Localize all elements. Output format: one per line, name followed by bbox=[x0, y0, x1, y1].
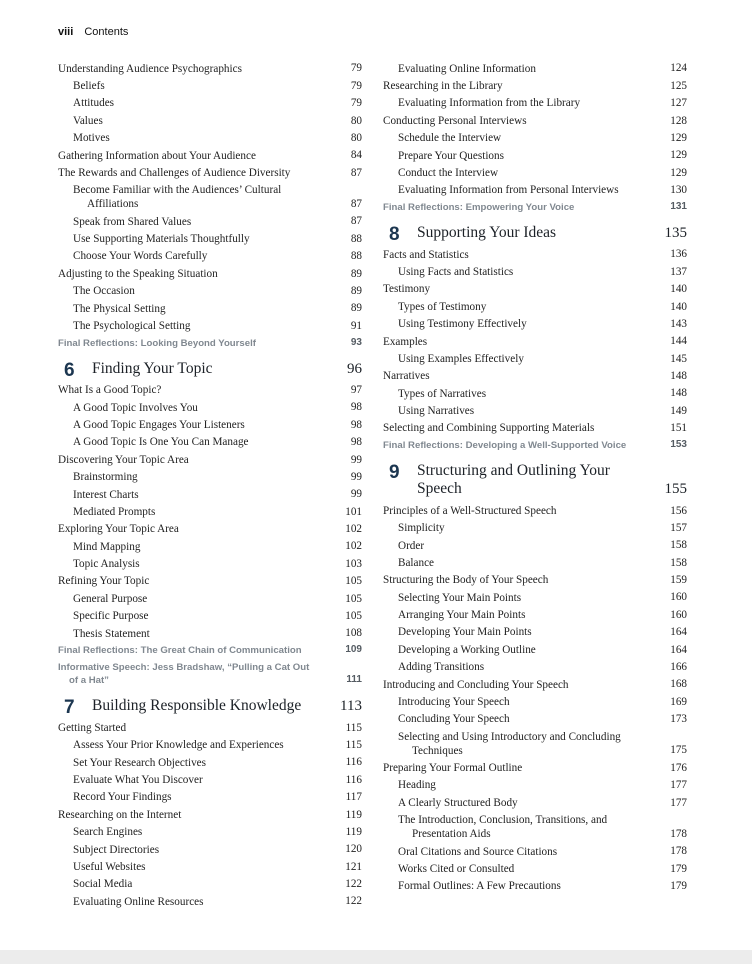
toc-subsection-entry[interactable] bbox=[383, 316, 687, 333]
toc-entry-title: Simplicity bbox=[398, 522, 445, 535]
toc-subsection-entry[interactable] bbox=[58, 283, 362, 300]
toc-entry-page: 166 bbox=[670, 660, 687, 673]
toc-entry-page: 175 bbox=[670, 744, 687, 757]
toc-entry-page: 102 bbox=[345, 523, 362, 535]
chapter-heading[interactable] bbox=[58, 697, 362, 719]
toc-entry-title: Concluding Your Speech bbox=[398, 713, 510, 726]
toc-entry-title: Specific Purpose bbox=[73, 610, 149, 623]
toc-subsection-entry[interactable] bbox=[383, 777, 687, 794]
toc-entry-page: 143 bbox=[670, 317, 687, 330]
toc-feature-entry[interactable] bbox=[383, 199, 687, 216]
toc-entry-page: 108 bbox=[345, 627, 362, 640]
toc-entry-title: Evaluating Online Information bbox=[398, 62, 536, 75]
toc-feature-entry[interactable] bbox=[58, 335, 362, 352]
toc-subsection-entry[interactable] bbox=[58, 317, 362, 334]
toc-feature-entry[interactable] bbox=[383, 437, 687, 454]
toc-entry-title: Evaluating Information from the Library bbox=[398, 97, 581, 110]
toc-entry-title: Types of Narratives bbox=[398, 387, 487, 400]
toc-entry-title: Using Testimony Effectively bbox=[398, 318, 527, 331]
toc-feature-title: Final Reflections: The Great Chain of Communication bbox=[58, 645, 302, 657]
toc-entry-title: Evaluating Information from Personal Interviews bbox=[398, 184, 619, 197]
toc-entry-page: 98 bbox=[350, 401, 362, 414]
toc-section-entry[interactable] bbox=[58, 719, 362, 736]
toc-entry-page: 158 bbox=[670, 539, 687, 552]
toc-subsection-entry[interactable] bbox=[383, 728, 687, 759]
toc-subsection-entry[interactable] bbox=[383, 641, 687, 658]
toc-entry-page: 80 bbox=[350, 114, 362, 127]
chapter-page: 155 bbox=[664, 481, 687, 498]
chapter-title: Building Responsible Knowledge bbox=[92, 697, 302, 715]
toc-section-entry[interactable] bbox=[383, 368, 687, 385]
toc-entry-page: 79 bbox=[350, 62, 362, 75]
chapter-title: Structuring and Outlining Your Speech bbox=[417, 462, 610, 498]
toc-entry-page: 87 bbox=[350, 215, 362, 228]
toc-entry-title: The Physical Setting bbox=[73, 302, 166, 315]
toc-subsection-entry[interactable] bbox=[58, 77, 362, 94]
toc-entry-title: Attitudes bbox=[73, 97, 115, 110]
toc-subsection-entry[interactable] bbox=[58, 555, 362, 572]
toc-feature-page: 109 bbox=[345, 644, 362, 656]
toc-entry-title: Conduct the Interview bbox=[398, 166, 499, 179]
toc-entry-page: 99 bbox=[350, 488, 362, 501]
toc-entry-title: The Introduction, Conclusion, Transitions, and Presentation Aids bbox=[398, 814, 608, 841]
toc-entry-page: 119 bbox=[345, 825, 362, 838]
toc-entry-page: 116 bbox=[345, 773, 362, 786]
toc-subsection-entry[interactable] bbox=[383, 659, 687, 676]
toc-feature-entry[interactable] bbox=[58, 642, 362, 659]
toc-section-entry[interactable] bbox=[58, 164, 362, 181]
toc-entry-page: 122 bbox=[345, 895, 362, 908]
toc-entry-page: 164 bbox=[670, 626, 687, 639]
toc-entry-page: 158 bbox=[670, 556, 687, 569]
toc-entry-page: 129 bbox=[670, 166, 687, 179]
toc-entry-page: 149 bbox=[670, 404, 687, 417]
toc-feature-page: 93 bbox=[350, 336, 362, 348]
toc-entry-title: What Is a Good Topic? bbox=[58, 384, 162, 397]
toc-entry-title: Selecting and Using Introductory and Concluding Techniques bbox=[398, 730, 621, 757]
toc-entry-title: The Psychological Setting bbox=[73, 319, 191, 332]
chapter-number: 6 bbox=[64, 359, 75, 381]
toc-entry-page: 105 bbox=[345, 609, 362, 622]
toc-entry-page: 105 bbox=[345, 592, 362, 605]
toc-subsection-entry[interactable] bbox=[58, 608, 362, 625]
toc-section-entry[interactable] bbox=[58, 521, 362, 538]
toc-entry-page: 99 bbox=[350, 470, 362, 483]
toc-entry-page: 79 bbox=[350, 97, 362, 110]
toc-subsection-entry[interactable] bbox=[383, 812, 687, 843]
toc-subsection-entry[interactable] bbox=[58, 416, 362, 433]
toc-entry-title: Subject Directories bbox=[73, 843, 160, 856]
toc-entry-page: 105 bbox=[345, 575, 362, 588]
toc-entry-title: Set Your Research Objectives bbox=[73, 756, 206, 769]
toc-entry-page: 159 bbox=[670, 574, 687, 586]
chapter-heading[interactable] bbox=[383, 462, 687, 498]
toc-entry-title: Assess Your Prior Knowledge and Experiences bbox=[73, 739, 284, 752]
toc-entry-page: 121 bbox=[345, 860, 362, 873]
toc-entry-page: 127 bbox=[670, 97, 687, 110]
toc-subsection-entry[interactable] bbox=[58, 182, 362, 213]
toc-section-entry[interactable] bbox=[383, 333, 687, 350]
toc-entry-title: Selecting and Combining Supporting Materials bbox=[383, 422, 595, 435]
toc-entry-page: 117 bbox=[345, 791, 362, 804]
toc-entry-title: Topic Analysis bbox=[73, 558, 140, 571]
toc-subsection-entry[interactable] bbox=[383, 263, 687, 280]
toc-subsection-entry[interactable] bbox=[58, 858, 362, 875]
toc-subsection-entry[interactable] bbox=[58, 737, 362, 754]
toc-entry-page: 164 bbox=[670, 643, 687, 656]
toc-subsection-entry[interactable] bbox=[383, 554, 687, 571]
toc-entry-title: Beliefs bbox=[73, 80, 105, 93]
chapter-number: 8 bbox=[389, 224, 400, 245]
toc-entry-title: Using Facts and Statistics bbox=[398, 266, 514, 279]
toc-entry-page: 160 bbox=[670, 591, 687, 604]
toc-section-entry[interactable] bbox=[58, 382, 362, 399]
toc-entry-page: 79 bbox=[350, 79, 362, 92]
toc-entry-title: Testimony bbox=[383, 283, 431, 296]
toc-entry-title: Works Cited or Consulted bbox=[398, 862, 515, 875]
toc-entry-page: 168 bbox=[670, 678, 687, 691]
toc-entry-page: 136 bbox=[670, 248, 687, 261]
toc-entry-page: 98 bbox=[350, 436, 362, 449]
toc-entry-title: Researching in the Library bbox=[383, 80, 503, 93]
toc-entry-page: 140 bbox=[670, 283, 687, 296]
toc-entry-title: A Clearly Structured Body bbox=[398, 796, 518, 809]
toc-entry-title: Understanding Audience Psychographics bbox=[58, 62, 242, 75]
toc-entry-page: 129 bbox=[670, 131, 687, 144]
chapter-title: Supporting Your Ideas bbox=[417, 224, 557, 241]
toc-entry-title: Adding Transitions bbox=[398, 661, 485, 674]
toc-entry-title: Schedule the Interview bbox=[398, 132, 502, 145]
toc-entry-page: 177 bbox=[670, 779, 687, 792]
toc-subsection-entry[interactable] bbox=[58, 876, 362, 893]
toc-section-entry[interactable] bbox=[383, 572, 687, 589]
toc-entry-title: Use Supporting Materials Thoughtfully bbox=[73, 233, 250, 246]
toc-entry-title: Preparing Your Formal Outline bbox=[383, 762, 523, 775]
toc-entry-title: Arranging Your Main Points bbox=[398, 609, 526, 622]
toc-entry-title: Formal Outlines: A Few Precautions bbox=[398, 880, 561, 893]
toc-subsection-entry[interactable] bbox=[383, 624, 687, 641]
chapter-page: 113 bbox=[340, 698, 362, 715]
toc-entry-title: Order bbox=[398, 539, 425, 552]
toc-subsection-entry[interactable] bbox=[58, 248, 362, 265]
toc-feature-title: Final Reflections: Empowering Your Voice bbox=[383, 202, 575, 213]
toc-entry-title: Search Engines bbox=[73, 826, 143, 839]
toc-subsection-entry[interactable] bbox=[383, 537, 687, 554]
toc-subsection-entry[interactable] bbox=[383, 606, 687, 623]
toc-entry-title: Using Narratives bbox=[398, 405, 475, 418]
toc-entry-page: 84 bbox=[350, 149, 362, 162]
toc-entry-title: Refining Your Topic bbox=[58, 575, 150, 588]
toc-entry-page: 89 bbox=[350, 267, 362, 280]
toc-feature-page: 111 bbox=[346, 674, 362, 686]
toc-subsection-entry[interactable] bbox=[58, 230, 362, 247]
toc-entry-title: Oral Citations and Source Citations bbox=[398, 845, 558, 858]
toc-subsection-entry[interactable] bbox=[383, 402, 687, 419]
toc-subsection-entry[interactable] bbox=[383, 693, 687, 710]
toc-entry-title: Motives bbox=[73, 132, 110, 145]
toc-entry-page: 145 bbox=[670, 352, 687, 365]
toc-entry-page: 157 bbox=[670, 521, 687, 534]
toc-feature-page: 131 bbox=[670, 201, 687, 212]
toc-subsection-entry[interactable] bbox=[58, 130, 362, 147]
toc-entry-page: 176 bbox=[670, 761, 687, 774]
toc-subsection-entry[interactable] bbox=[383, 147, 687, 164]
toc-entry-page: 177 bbox=[670, 796, 687, 809]
toc-entry-page: 98 bbox=[350, 418, 362, 431]
chapter-number: 9 bbox=[389, 462, 400, 484]
toc-entry-page: 156 bbox=[670, 504, 687, 517]
toc-entry-title: Interest Charts bbox=[73, 488, 139, 501]
chapter-heading[interactable] bbox=[58, 359, 362, 381]
toc-entry-page: 125 bbox=[670, 79, 687, 92]
toc-subsection-entry[interactable] bbox=[58, 538, 362, 555]
toc-subsection-entry[interactable] bbox=[383, 298, 687, 315]
toc-entry-page: 89 bbox=[350, 284, 362, 297]
toc-entry-page: 148 bbox=[670, 370, 687, 382]
toc-entry-page: 124 bbox=[670, 62, 687, 75]
toc-subsection-entry[interactable] bbox=[383, 520, 687, 537]
toc-section-entry[interactable] bbox=[383, 246, 687, 263]
toc-entry-title: General Purpose bbox=[73, 592, 148, 605]
toc-entry-page: 137 bbox=[670, 265, 687, 278]
toc-subsection-entry[interactable] bbox=[383, 385, 687, 402]
toc-feature-entry[interactable] bbox=[58, 659, 362, 689]
toc-entry-page: 178 bbox=[670, 827, 687, 840]
toc-section-entry[interactable] bbox=[383, 281, 687, 298]
toc-subsection-entry[interactable] bbox=[383, 860, 687, 877]
toc-entry-page: 80 bbox=[350, 131, 362, 144]
toc-entry-page: 116 bbox=[345, 756, 362, 769]
toc-entry-page: 128 bbox=[670, 114, 687, 127]
toc-entry-page: 140 bbox=[670, 300, 687, 313]
toc-entry-page: 115 bbox=[345, 739, 362, 751]
toc-entry-title: Examples bbox=[383, 335, 428, 348]
toc-entry-title: Principles of a Well-Structured Speech bbox=[383, 504, 557, 517]
toc-subsection-entry[interactable] bbox=[58, 789, 362, 806]
toc-entry-page: 144 bbox=[670, 335, 687, 348]
chapter-number: 7 bbox=[64, 697, 75, 719]
toc-section-entry[interactable] bbox=[383, 759, 687, 776]
section-title: Contents bbox=[84, 26, 129, 38]
toc-entry-title: Evaluate What You Discover bbox=[73, 774, 203, 787]
toc-entry-title: Speak from Shared Values bbox=[73, 215, 192, 228]
toc-section-entry[interactable] bbox=[58, 265, 362, 282]
toc-entry-title: Getting Started bbox=[58, 721, 127, 734]
page-bottom-band bbox=[0, 950, 752, 964]
toc-entry-page: 103 bbox=[345, 557, 362, 570]
toc-entry-page: 88 bbox=[350, 232, 362, 245]
toc-feature-title: Final Reflections: Looking Beyond Yourself bbox=[58, 337, 256, 349]
toc-entry-title: A Good Topic Involves You bbox=[73, 401, 198, 414]
toc-entry-title: Social Media bbox=[73, 878, 133, 891]
toc-subsection-entry[interactable] bbox=[58, 893, 362, 910]
toc-subsection-entry[interactable] bbox=[58, 469, 362, 486]
toc-entry-title: Thesis Statement bbox=[73, 627, 150, 640]
toc-right-column bbox=[383, 60, 687, 895]
toc-subsection-entry[interactable] bbox=[58, 95, 362, 112]
chapter-page: 135 bbox=[664, 225, 687, 241]
toc-subsection-entry[interactable] bbox=[383, 182, 687, 199]
toc-entry-page: 130 bbox=[670, 184, 687, 196]
toc-entry-page: 173 bbox=[670, 713, 687, 725]
toc-entry-page: 102 bbox=[345, 540, 362, 553]
toc-subsection-entry[interactable] bbox=[58, 590, 362, 607]
toc-subsection-entry[interactable] bbox=[58, 300, 362, 317]
toc-section-entry[interactable] bbox=[58, 147, 362, 164]
toc-entry-title: Conducting Personal Interviews bbox=[383, 114, 527, 127]
toc-section-entry[interactable] bbox=[383, 676, 687, 693]
toc-entry-page: 88 bbox=[350, 250, 362, 263]
toc-subsection-entry[interactable] bbox=[383, 130, 687, 147]
toc-entry-page: 169 bbox=[670, 695, 687, 708]
toc-entry-title: Discovering Your Topic Area bbox=[58, 453, 189, 466]
toc-entry-title: Researching on the Internet bbox=[58, 808, 182, 821]
toc-entry-title: Mediated Prompts bbox=[73, 505, 156, 518]
toc-entry-title: Using Examples Effectively bbox=[398, 352, 524, 365]
toc-section-entry[interactable] bbox=[58, 60, 362, 77]
toc-entry-title: Facts and Statistics bbox=[383, 248, 469, 261]
toc-subsection-entry[interactable] bbox=[383, 350, 687, 367]
toc-subsection-entry[interactable] bbox=[58, 503, 362, 520]
toc-subsection-entry[interactable] bbox=[58, 213, 362, 230]
toc-entry-page: 91 bbox=[350, 319, 362, 332]
toc-entry-title: Structuring the Body of Your Speech bbox=[383, 574, 549, 587]
toc-entry-title: A Good Topic Is One You Can Manage bbox=[73, 436, 249, 449]
toc-entry-page: 87 bbox=[350, 166, 362, 179]
toc-section-entry[interactable] bbox=[58, 451, 362, 468]
toc-section-entry[interactable] bbox=[58, 806, 362, 823]
toc-entry-title: Narratives bbox=[383, 370, 430, 383]
toc-entry-title: Become Familiar with the Audiences’ Cultural Affiliations bbox=[73, 184, 282, 211]
toc-subsection-entry[interactable] bbox=[58, 399, 362, 416]
toc-subsection-entry[interactable] bbox=[383, 589, 687, 606]
toc-section-entry[interactable] bbox=[383, 502, 687, 519]
toc-entry-page: 120 bbox=[345, 843, 362, 856]
toc-entry-title: Introducing and Concluding Your Speech bbox=[383, 678, 569, 691]
toc-entry-title: Prepare Your Questions bbox=[398, 149, 504, 162]
toc-entry-title: Useful Websites bbox=[73, 860, 146, 873]
toc-subsection-entry[interactable] bbox=[383, 794, 687, 811]
toc-entry-page: 97 bbox=[350, 384, 362, 396]
toc-entry-page: 101 bbox=[345, 505, 362, 518]
toc-entry-title: Exploring Your Topic Area bbox=[58, 523, 179, 536]
toc-entry-page: 129 bbox=[670, 149, 687, 162]
toc-subsection-entry[interactable] bbox=[383, 164, 687, 181]
toc-subsection-entry[interactable] bbox=[383, 60, 687, 77]
toc-entry-title: Balance bbox=[398, 556, 435, 569]
toc-entry-page: 99 bbox=[350, 453, 362, 466]
chapter-title: Finding Your Topic bbox=[92, 359, 213, 377]
toc-subsection-entry[interactable] bbox=[58, 625, 362, 642]
toc-subsection-entry[interactable] bbox=[383, 843, 687, 860]
toc-entry-title: The Rewards and Challenges of Audience Diversity bbox=[58, 166, 291, 179]
toc-section-entry[interactable] bbox=[383, 112, 687, 129]
toc-section-entry[interactable] bbox=[383, 420, 687, 437]
page-number: viii bbox=[58, 26, 74, 38]
toc-subsection-entry[interactable] bbox=[58, 841, 362, 858]
chapter-heading[interactable] bbox=[383, 224, 687, 245]
toc-entry-page: 122 bbox=[345, 878, 362, 890]
toc-subsection-entry[interactable] bbox=[383, 95, 687, 112]
toc-subsection-entry[interactable] bbox=[58, 112, 362, 129]
toc-feature-page: 153 bbox=[670, 439, 687, 451]
toc-entry-page: 119 bbox=[345, 808, 362, 821]
toc-entry-title: Record Your Findings bbox=[73, 791, 172, 804]
toc-entry-title: Choose Your Words Carefully bbox=[73, 250, 208, 263]
toc-subsection-entry[interactable] bbox=[58, 771, 362, 788]
toc-entry-title: Heading bbox=[398, 779, 436, 792]
toc-entry-title: Developing a Working Outline bbox=[398, 643, 536, 656]
toc-entry-page: 178 bbox=[670, 845, 687, 858]
toc-entry-title: Adjusting to the Speaking Situation bbox=[58, 267, 218, 280]
toc-entry-title: Brainstorming bbox=[73, 471, 138, 484]
toc-entry-title: A Good Topic Engages Your Listeners bbox=[73, 419, 245, 432]
toc-section-entry[interactable] bbox=[383, 77, 687, 94]
toc-section-entry[interactable] bbox=[58, 573, 362, 590]
toc-subsection-entry[interactable] bbox=[58, 754, 362, 771]
toc-left-column bbox=[58, 60, 362, 910]
chapter-page: 96 bbox=[347, 360, 362, 377]
toc-entry-page: 89 bbox=[350, 302, 362, 315]
toc-entry-page: 115 bbox=[345, 721, 362, 734]
toc-entry-title: Selecting Your Main Points bbox=[398, 591, 522, 604]
toc-entry-title: Types of Testimony bbox=[398, 300, 487, 313]
toc-entry-page: 148 bbox=[670, 387, 687, 400]
toc-subsection-entry[interactable] bbox=[58, 824, 362, 841]
toc-entry-title: Introducing Your Speech bbox=[398, 695, 510, 708]
toc-subsection-entry[interactable] bbox=[58, 434, 362, 451]
toc-entry-title: Evaluating Online Resources bbox=[73, 895, 204, 908]
toc-entry-page: 151 bbox=[670, 422, 687, 435]
toc-subsection-entry[interactable] bbox=[383, 878, 687, 895]
toc-entry-title: The Occasion bbox=[73, 285, 135, 298]
toc-feature-title: Final Reflections: Developing a Well-Supported Voice bbox=[383, 440, 627, 452]
page-header bbox=[58, 26, 128, 38]
toc-entry-page: 179 bbox=[670, 880, 687, 892]
toc-entry-title: Developing Your Main Points bbox=[398, 626, 532, 639]
toc-subsection-entry[interactable] bbox=[58, 486, 362, 503]
toc-entry-page: 87 bbox=[350, 198, 362, 210]
toc-subsection-entry[interactable] bbox=[383, 711, 687, 728]
toc-entry-page: 160 bbox=[670, 608, 687, 621]
toc-entry-title: Mind Mapping bbox=[73, 540, 141, 553]
toc-entry-page: 179 bbox=[670, 862, 687, 875]
toc-feature-title: Informative Speech: Jess Bradshaw, “Pulling a Cat Out of a Hat” bbox=[58, 662, 310, 687]
toc-entry-title: Gathering Information about Your Audience bbox=[58, 149, 256, 162]
toc-entry-title: Values bbox=[73, 114, 103, 127]
